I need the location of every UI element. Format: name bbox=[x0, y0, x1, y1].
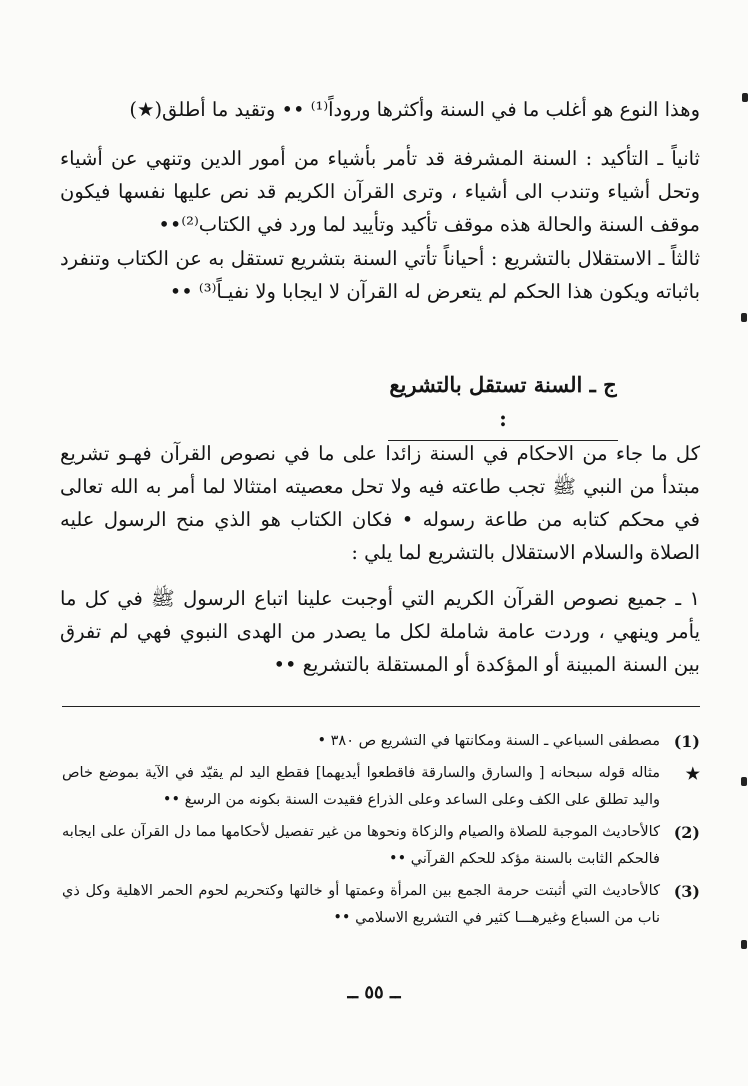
footnote-text: كالأحاديث التي أثبتت حرمة الجمع بين المرأة وعمتها أو خالتها وكتحريم لحوم الحمر الاهلية وكل ذي ناب من السباع وغيرهـــا كثير في التشريع الاسلامي •• bbox=[62, 883, 660, 926]
footnotes bbox=[62, 728, 700, 937]
footnote-mark: (1) bbox=[673, 732, 700, 751]
footnote-mark: (2) bbox=[673, 823, 700, 842]
paragraph-point-one: ١ ـ جميع نصوص القرآن الكريم التي أوجبت علينا اتباع الرسول ﷺ في كل ما يأمر وينهي ، وردت عامة شاملة لكل ما يصدر من الهدى النبوي فهي لم تفرق بين السنة المبينة أو المؤكدة أو المستقلة بالتشريع •• bbox=[60, 587, 700, 676]
footnote-divider bbox=[62, 706, 700, 707]
footnote-3 bbox=[62, 878, 700, 932]
footnote-1 bbox=[62, 728, 700, 755]
page-number: ــ ٥٥ ــ bbox=[347, 982, 401, 1003]
footnote-text: كالأحاديث الموجبة للصلاة والصيام والزكاة ونحوها من غير تفصيل لأحكامها مما دل القرآن على ايجابه فالحكم الثابت بالسنة مؤكد للحكم القرآني •• bbox=[62, 824, 660, 867]
footnote-2 bbox=[62, 819, 700, 873]
scan-edge-mark bbox=[741, 313, 747, 322]
paragraph-sunnah-rulings: كل ما جاء من الاحكام في السنة زائدا على ما في نصوص القرآن فهـو تشريع مبتدأ من النبي ﷺ تجب طاعته فيه ولا تحل معصيته امتثالا لما أمر به الله تعالى في محكم كتابه من طاعة رسوله • فكان الكتاب هو الذي منح الرسول عليه الصلاة والسلام الاستقلال بالتشريع لما يلي : bbox=[60, 442, 700, 564]
footnote-mark: (3) bbox=[673, 882, 700, 901]
paragraph-confirmation: ثانياً ـ التأكيد : السنة المشرفة قد تأمر بأشياء من أمور الدين وتنهي عن أشياء وتحل أشياء وتندب الى أشياء ، وترى القرآن الكريم قد نص عليها نفسها فيكون موقف السنة والحالة هذه موقف تأكيد وتأييد لما ورد في الكتاب⁽²⁾•• bbox=[60, 147, 700, 236]
scan-edge-mark bbox=[741, 940, 747, 949]
scan-edge-mark bbox=[742, 93, 748, 102]
paragraph-independent-legislation: ثالثاً ـ الاستقلال بالتشريع : أحياناً تأتي السنة بتشريع تستقل به عن الكتاب وتنفرد باثباته ويكون هذا الحكم لم يتعرض له القرآن لا ايجابا ولا نفيـاً⁽³⁾ •• bbox=[60, 247, 700, 303]
paragraph-intro: وهذا النوع هو أغلب ما في السنة وأكثرها وروداً⁽¹⁾ •• وتقيد ما أطلق(★) bbox=[129, 98, 700, 121]
footnote-text: مصطفى السباعي ـ السنة ومكانتها في التشريع ص ٣٨٠ • bbox=[317, 733, 660, 749]
footnote-star bbox=[62, 760, 700, 814]
footnote-text: مثاله قوله سبحانه [ والسارق والسارقة فاقطعوا أيديهما] فقطع اليد لم يقيّد في الآية بموضع خاص واليد تطلق على الكف وعلى الساعد وعلى الذراع فقيدت السنة بكونه من الرسغ •• bbox=[62, 765, 660, 808]
scan-edge-mark bbox=[741, 777, 747, 786]
section-heading: ج ـ السنة تستقل بالتشريع : bbox=[388, 368, 618, 441]
footnote-mark: ★ bbox=[685, 764, 700, 783]
section-heading-wrapper bbox=[388, 368, 618, 441]
